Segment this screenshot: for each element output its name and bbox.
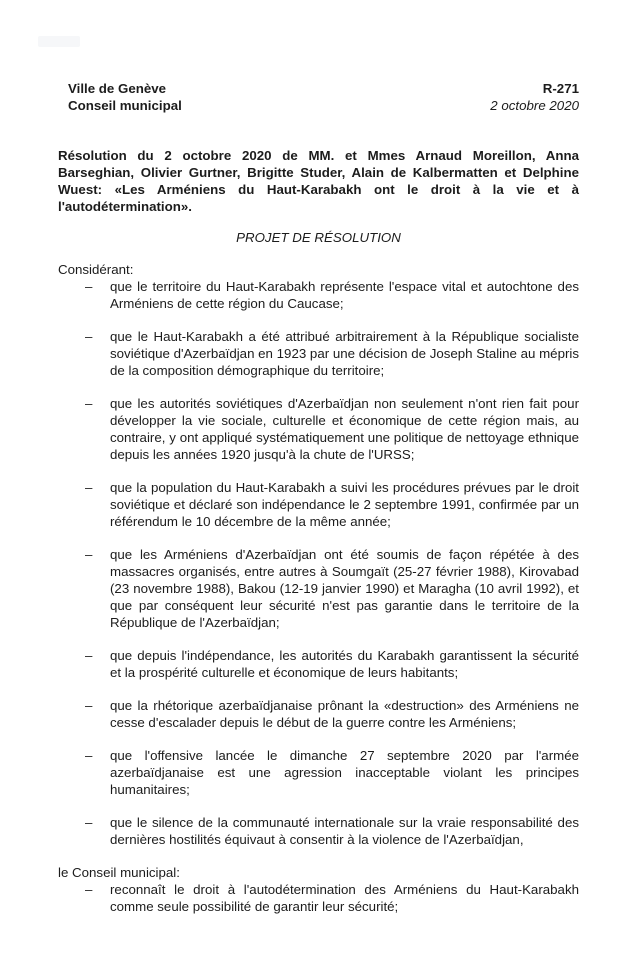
list-item <box>58 546 579 631</box>
list-item-text: que la rhétorique azerbaïdjanaise prônant la «destruction» des Arméniens ne cesse d'escalader depuis le début de la guerre contre les Arméniens; <box>110 698 579 730</box>
dash-marker: – <box>85 480 93 495</box>
council-name: Conseil municipal <box>68 98 182 113</box>
list-item-text: que le Haut-Karabakh a été attribué arbitrairement à la République socialiste soviétique d'Azerbaïdjan en 1923 par une décision de Joseph Staline au mépris de la composition démographique du territoire; <box>110 329 579 378</box>
dash-marker: – <box>85 279 93 294</box>
list-item <box>58 814 579 848</box>
dash-marker: – <box>85 815 93 830</box>
dash-marker: – <box>85 698 93 713</box>
list-item-text: que le silence de la communauté internationale sur la vraie responsabilité des dernières hostilités équivaut à consentir à la violence de l'Azerbaïdjan, <box>110 815 579 847</box>
list-item <box>58 697 579 731</box>
council-label: le Conseil municipal: <box>58 865 180 880</box>
document-date: 2 octobre 2020 <box>490 98 579 113</box>
scan-artifact <box>38 36 80 47</box>
list-item <box>58 479 579 530</box>
list-item-text: que la population du Haut-Karabakh a suivi les procédures prévues par le droit soviétique et déclaré son indépendance le 2 septembre 1991, confirmée par un référendum le 10 décembre de la même année; <box>110 480 579 529</box>
dash-marker: – <box>85 648 93 663</box>
list-item-text: que l'offensive lancée le dimanche 27 septembre 2020 par l'armée azerbaïdjanaise est une agression inacceptable violant les principes humanitaires; <box>110 748 579 797</box>
list-item <box>58 881 579 915</box>
dash-marker: – <box>85 547 93 562</box>
dash-marker: – <box>85 329 93 344</box>
dash-marker: – <box>85 396 93 411</box>
document-number: R-271 <box>542 81 579 96</box>
list-item <box>58 278 579 312</box>
list-item-text: que le territoire du Haut-Karabakh représente l'espace vital et autochtone des Arméniens de cette région du Caucase; <box>110 279 579 311</box>
list-item-text: que les autorités soviétiques d'Azerbaïdjan non seulement n'ont rien fait pour développer la vie sociale, culturelle et économique de cette région mais, au contraire, y ont appliqué systématiquement une politique de nettoyage ethnique depuis les années 1920 jusqu'à la chute de l'URSS; <box>110 396 579 462</box>
considering-label: Considérant: <box>58 262 134 277</box>
resolution-title: Résolution du 2 octobre 2020 de MM. et Mmes Arnaud Moreillon, Anna Barseghian, Olivier Gurtner, Brigitte Studer, Alain de Kalbermatten et Delphine Wuest: «Les Arméniens du Haut-Karabakh ont le droit à la vie et à l'autodétermination». <box>58 148 579 214</box>
city-name: Ville de Genève <box>68 81 167 96</box>
section-heading: PROJET DE RÉSOLUTION <box>236 230 401 245</box>
list-item <box>58 747 579 798</box>
dash-marker: – <box>85 748 93 763</box>
list-item <box>58 395 579 463</box>
document-header <box>58 80 579 114</box>
considering-list <box>58 278 579 848</box>
list-item-text: que les Arméniens d'Azerbaïdjan ont été soumis de façon répétée à des massacres organisés, entre autres à Soumgaït (25-27 février 1988), Kirovabad (23 novembre 1988), Bakou (12-19 janvier 1990) et Maragha (10 avril 1992), et que par conséquent leur sécurité n'est pas garantie dans le territoire de la République de l'Azerbaïdjan; <box>110 547 579 630</box>
issuing-authority <box>68 80 182 114</box>
list-item <box>58 328 579 379</box>
list-item-text: reconnaît le droit à l'autodétermination des Arméniens du Haut-Karabakh comme seule possibilité de garantir leur sécurité; <box>110 882 579 914</box>
list-item-text: que depuis l'indépendance, les autorités du Karabakh garantissent la sécurité et la prospérité culturelle et économique de leurs habitants; <box>110 648 579 680</box>
list-item <box>58 647 579 681</box>
dash-marker: – <box>85 882 93 897</box>
document-reference <box>490 80 579 114</box>
council-resolution-list <box>58 881 579 915</box>
